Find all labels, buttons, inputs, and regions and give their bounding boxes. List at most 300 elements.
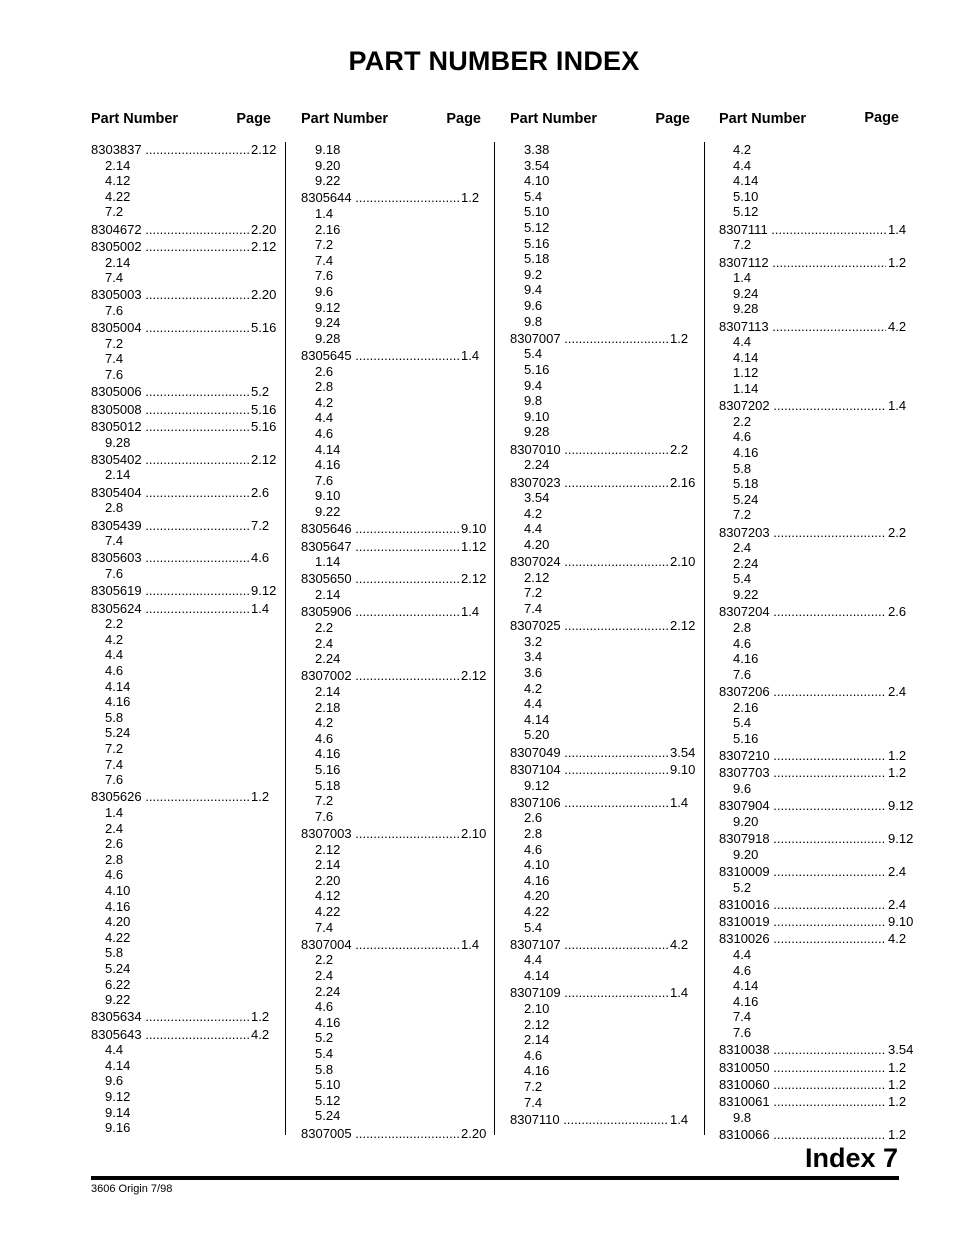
page-ref: 4.14 <box>733 173 759 189</box>
page-ref: 5.18 <box>733 476 759 492</box>
page-ref: 4.14 <box>315 441 341 457</box>
part-line <box>719 831 914 847</box>
page-ref: 5.10 <box>733 188 759 204</box>
part-line <box>91 601 281 617</box>
page-ref: 4.4 <box>524 521 543 537</box>
part-line <box>719 798 914 814</box>
part-number: 8307025 ..... <box>510 618 668 634</box>
page-ref: 7.4 <box>105 756 124 772</box>
page-ref: 9.10 <box>315 488 341 504</box>
page-ref: 5.10 <box>524 204 550 220</box>
part-number: 8307210 ..... <box>719 748 886 764</box>
page-ref: 2.12 <box>524 569 550 585</box>
page-ref: 2.10 <box>461 826 487 842</box>
index-entry <box>510 745 700 761</box>
index-entry <box>91 142 281 220</box>
page-ref: 4.16 <box>524 1063 550 1079</box>
page-ref: 4.4 <box>733 157 752 173</box>
page-ref: 1.2 <box>888 1059 907 1075</box>
part-number: 8305650 ..... <box>301 571 459 587</box>
page-ref: 4.6 <box>315 999 334 1015</box>
page-ref: 5.4 <box>733 571 752 587</box>
page-ref: 9.6 <box>524 297 543 313</box>
part-line <box>719 765 909 781</box>
part-number-header: Part Number <box>91 111 179 127</box>
part-line <box>91 583 281 599</box>
page-ref: 4.6 <box>105 867 124 883</box>
page-ref: 1.4 <box>888 221 907 237</box>
page-ref: 2.6 <box>315 363 334 379</box>
part-line <box>91 550 281 566</box>
footer-rule <box>91 1176 899 1180</box>
index-entry <box>719 1060 909 1076</box>
index-entry <box>719 864 909 895</box>
part-number: 8310026 ..... <box>719 931 886 947</box>
page-ref: 2.6 <box>251 484 270 500</box>
page-ref: 4.14 <box>524 968 550 984</box>
page-ref: 7.6 <box>105 772 124 788</box>
index-entry <box>719 748 909 764</box>
page-ref: 9.14 <box>105 1104 131 1120</box>
index-entry <box>301 604 491 666</box>
index-page-label: Index 7 <box>804 1143 898 1173</box>
page-ref: 9.12 <box>251 583 277 599</box>
page-ref: 4.6 <box>315 730 334 746</box>
part-line <box>719 864 909 880</box>
page-ref: 7.2 <box>251 517 270 533</box>
page-ref: 5.16 <box>733 730 759 746</box>
page-ref: 7.4 <box>105 270 124 286</box>
page-ref: 2.2 <box>733 413 752 429</box>
page-ref: 7.4 <box>733 1009 752 1025</box>
page-ref: 4.20 <box>524 888 550 904</box>
part-number: 8307111 ..... <box>719 222 886 238</box>
page-ref: 2.18 <box>315 699 341 715</box>
page-ref: 2.2 <box>888 524 907 540</box>
page-ref: 4.4 <box>105 1042 124 1058</box>
page-ref: 5.16 <box>251 418 277 434</box>
part-line <box>510 1112 700 1128</box>
part-line <box>91 222 281 238</box>
page-ref: 5.24 <box>315 1108 341 1124</box>
page-ref: 4.6 <box>733 429 752 445</box>
page-ref: 4.20 <box>105 914 131 930</box>
page-ref: 1.4 <box>461 936 480 952</box>
page-ref: 5.4 <box>524 188 543 204</box>
page-ref: 4.22 <box>105 929 131 945</box>
part-number: 8305402 ..... <box>91 452 249 468</box>
page-ref: 4.16 <box>733 651 759 667</box>
index-entries <box>719 142 914 1143</box>
page-ref: 7.4 <box>315 252 334 268</box>
page-ref: 4.6 <box>524 1047 543 1063</box>
page-ref: 5.4 <box>524 346 543 362</box>
part-line <box>301 826 491 842</box>
part-number: 8307104 ..... <box>510 762 668 778</box>
index-entry <box>719 255 909 317</box>
page-ref: 9.6 <box>105 1073 124 1089</box>
index-entry <box>719 398 909 523</box>
page-ref: 2.8 <box>105 851 124 867</box>
index-entry <box>301 1126 491 1142</box>
page-ref: 5.2 <box>733 879 752 895</box>
part-number: 8310009 ..... <box>719 864 886 880</box>
page-ref: 4.22 <box>105 188 131 204</box>
page-ref: 5.24 <box>733 491 759 507</box>
page-ref: 3.54 <box>670 744 696 760</box>
part-line <box>719 255 909 271</box>
index-entry <box>719 1094 909 1125</box>
part-line <box>91 287 281 303</box>
part-number: 8310066 ..... <box>719 1127 886 1143</box>
page-ref: 9.2 <box>524 266 543 282</box>
page-ref: 9.20 <box>315 157 341 173</box>
page-ref: 5.24 <box>105 960 131 976</box>
page-ref: 7.6 <box>733 666 752 682</box>
part-line <box>510 795 700 811</box>
part-line <box>510 331 700 347</box>
part-line <box>301 571 491 587</box>
index-entry <box>719 222 909 253</box>
page-ref: 1.2 <box>251 1009 270 1025</box>
index-entry <box>510 331 700 440</box>
page-ref: 9.12 <box>888 798 914 814</box>
index-entry <box>91 1009 281 1025</box>
part-number: 8307904 ..... <box>719 798 886 814</box>
page-ref: 5.16 <box>251 401 277 417</box>
part-number-header: Part Number <box>301 111 389 127</box>
index-column-4 <box>719 110 914 1144</box>
part-number: 8307110 ..... <box>510 1112 668 1128</box>
part-number: 8305006 ..... <box>91 384 249 400</box>
index-entry <box>301 348 491 520</box>
page-ref: 5.12 <box>524 219 550 235</box>
part-line <box>301 348 491 364</box>
index-entries <box>301 142 491 1141</box>
page-ref: 2.6 <box>888 604 907 620</box>
index-entry <box>301 190 491 346</box>
page-ref: 6.22 <box>105 976 131 992</box>
page-ref: 4.16 <box>315 457 341 473</box>
column-header <box>91 111 281 133</box>
index-entry <box>301 668 491 824</box>
part-line <box>301 521 491 537</box>
page-ref: 4.12 <box>315 888 341 904</box>
page-ref: 9.10 <box>524 408 550 424</box>
index-column-3 <box>510 111 700 1129</box>
footer-text: 3606 Origin 7/98 <box>91 1183 173 1195</box>
page-header: Page <box>446 111 481 127</box>
part-line <box>719 525 909 541</box>
index-entry <box>719 1077 909 1093</box>
part-number: 8305626 ..... <box>91 789 249 805</box>
page-ref: 9.8 <box>524 313 543 329</box>
index-entry <box>91 239 281 286</box>
part-number: 8307106 ..... <box>510 795 668 811</box>
page-ref: 1.2 <box>888 748 907 764</box>
index-entry <box>91 452 281 483</box>
page-ref: 2.12 <box>251 142 277 157</box>
part-number: 8305012 ..... <box>91 419 249 435</box>
page-ref: 2.4 <box>733 540 752 556</box>
index-entry <box>719 897 909 913</box>
part-number: 8310050 ..... <box>719 1060 886 1076</box>
index-entry <box>91 384 281 400</box>
page-ref: 1.2 <box>888 254 907 270</box>
page-ref: 9.24 <box>315 315 341 331</box>
page-ref: 2.12 <box>251 451 277 467</box>
page-ref: 5.16 <box>315 761 341 777</box>
page-ref: 4.6 <box>251 550 270 566</box>
page-ref: 4.4 <box>524 696 543 712</box>
page-ref: 4.2 <box>888 318 907 334</box>
index-entry <box>301 142 491 189</box>
column-header <box>301 111 491 133</box>
page-ref: 7.6 <box>315 472 334 488</box>
part-number: 8305003 ..... <box>91 287 249 303</box>
page-ref: 7.2 <box>105 740 124 756</box>
part-line <box>719 1127 909 1143</box>
page-ref: 1.4 <box>315 206 334 222</box>
page-ref: 4.10 <box>524 857 550 873</box>
index-entry <box>91 419 281 450</box>
part-number: 8305008 ..... <box>91 402 249 418</box>
part-number: 8305619 ..... <box>91 583 249 599</box>
page-ref: 2.4 <box>888 863 907 879</box>
page-ref: 5.4 <box>733 715 752 731</box>
part-number: 8305647 ..... <box>301 539 459 555</box>
page-title: PART NUMBER INDEX <box>348 46 640 76</box>
page-ref: 7.6 <box>105 566 124 581</box>
page-header: Page <box>864 110 899 126</box>
index-entry <box>510 1112 700 1128</box>
page-ref: 2.12 <box>315 841 341 857</box>
page-ref: 5.8 <box>733 460 752 476</box>
part-number: 8305644 ..... <box>301 190 459 206</box>
page-ref: 7.2 <box>315 793 334 809</box>
page-ref: 2.16 <box>733 699 759 715</box>
index-entry <box>301 571 491 602</box>
page-ref: 5.2 <box>251 384 270 400</box>
page-ref: 7.4 <box>105 351 124 367</box>
part-number: 8307703 ..... <box>719 765 886 781</box>
page-ref: 5.18 <box>315 777 341 793</box>
part-number: 8305603 ..... <box>91 550 249 566</box>
page-ref: 4.6 <box>524 841 543 857</box>
index-entry <box>719 319 909 397</box>
page-ref: 4.6 <box>105 662 124 678</box>
page-ref: 2.6 <box>524 810 543 826</box>
part-line <box>301 668 491 684</box>
index-entry <box>91 601 281 788</box>
part-line <box>510 475 700 491</box>
part-number: 8305624 ..... <box>91 601 249 617</box>
part-number: 8305643 ..... <box>91 1027 249 1043</box>
page-ref: 5.2 <box>315 1030 334 1046</box>
part-number: 8307107 ..... <box>510 937 668 953</box>
page-ref: 4.14 <box>524 711 550 727</box>
page-ref: 2.8 <box>524 826 543 842</box>
page-ref: 4.4 <box>733 947 752 962</box>
part-number: 8310061 ..... <box>719 1094 886 1110</box>
page-header: Page <box>236 111 271 127</box>
page-ref: 9.22 <box>733 587 759 603</box>
page-ref: 2.2 <box>670 441 689 457</box>
page-ref: 4.4 <box>733 334 752 350</box>
part-number: 8307049 ..... <box>510 745 668 761</box>
index-entry <box>301 937 491 1124</box>
part-number-header: Part Number <box>719 111 807 127</box>
page-ref: 2.24 <box>733 555 759 571</box>
part-number: 8307112 ..... <box>719 255 886 271</box>
index-entry <box>301 539 491 570</box>
page-ref: 4.6 <box>733 962 752 978</box>
page-ref: 4.2 <box>105 631 124 647</box>
page-ref: 2.12 <box>670 618 696 634</box>
page-ref: 3.54 <box>524 490 550 506</box>
index-entry <box>510 937 700 984</box>
page-ref: 3.38 <box>524 142 550 157</box>
page-ref: 2.16 <box>670 474 696 490</box>
part-line <box>719 1094 909 1110</box>
page-ref: 2.4 <box>888 684 907 699</box>
index-entry <box>91 583 281 599</box>
page-ref: 3.54 <box>888 1042 914 1058</box>
page-ref: 9.28 <box>105 434 131 450</box>
part-number: 8307010 ..... <box>510 442 668 458</box>
page-ref: 9.28 <box>524 424 550 440</box>
page-ref: 7.2 <box>524 585 543 601</box>
page-ref: 2.14 <box>105 157 131 173</box>
page-ref: 1.4 <box>461 604 480 620</box>
part-number: 8310019 ..... <box>719 914 886 930</box>
page-ref: 5.16 <box>251 320 277 336</box>
part-line <box>719 748 909 764</box>
part-line <box>301 1126 491 1142</box>
page-ref: 1.4 <box>105 804 124 820</box>
page-ref: 2.24 <box>315 983 341 999</box>
page-ref: 5.16 <box>524 362 550 377</box>
column-divider <box>704 142 705 1135</box>
part-line <box>719 1077 909 1093</box>
page-ref: 4.14 <box>105 1057 131 1073</box>
page-ref: 9.12 <box>315 299 341 315</box>
page-ref: 3.4 <box>524 649 543 665</box>
index-entry <box>510 554 700 616</box>
page-ref: 7.4 <box>524 600 543 616</box>
page-ref: 4.16 <box>733 445 759 461</box>
column-divider <box>494 142 495 1135</box>
page-ref: 4.16 <box>733 993 759 1009</box>
page-ref: 7.4 <box>315 919 334 935</box>
part-line <box>91 1027 281 1043</box>
index-entry <box>510 475 700 553</box>
page-ref: 9.28 <box>315 330 341 346</box>
part-number: 8307202 ..... <box>719 398 886 414</box>
page-ref: 1.2 <box>888 1126 907 1142</box>
index-entry <box>510 762 700 793</box>
part-line <box>91 402 281 418</box>
page-ref: 2.14 <box>105 254 131 270</box>
part-number: 8307023 ..... <box>510 475 668 491</box>
index-entries <box>91 142 281 1136</box>
page-ref: 4.14 <box>733 349 759 365</box>
page-ref: 7.2 <box>733 507 752 523</box>
page-ref: 5.4 <box>524 919 543 935</box>
page-ref: 2.20 <box>251 221 277 237</box>
index-entry <box>719 1127 909 1143</box>
page-ref: 7.6 <box>105 303 124 318</box>
index-entry <box>91 287 281 318</box>
index-entry <box>719 931 909 1040</box>
page-ref: 4.2 <box>524 680 543 696</box>
index-entry <box>301 826 491 935</box>
page-ref: 2.14 <box>315 587 341 603</box>
page-ref: 2.2 <box>315 619 334 635</box>
page-ref: 9.18 <box>315 142 341 157</box>
page-ref: 4.6 <box>733 635 752 651</box>
index-entry <box>719 525 909 603</box>
page-ref: 2.14 <box>315 857 341 873</box>
page-ref: 9.10 <box>888 914 914 930</box>
part-line <box>91 485 281 501</box>
page-ref: 7.6 <box>105 367 124 383</box>
page-ref: 2.12 <box>524 1016 550 1032</box>
page-ref: 2.20 <box>315 872 341 888</box>
page-ref: 4.20 <box>524 536 550 552</box>
page-ref: 4.2 <box>315 715 334 731</box>
part-number: 8307003 ..... <box>301 826 459 842</box>
page-ref: 3.6 <box>524 665 543 681</box>
page-ref: 9.8 <box>524 393 543 409</box>
part-line <box>91 320 281 336</box>
page-ref: 2.8 <box>733 619 752 635</box>
page-ref: 9.16 <box>105 1120 131 1136</box>
index-entry <box>91 1027 281 1136</box>
part-line <box>719 319 909 335</box>
part-number: 8307007 ..... <box>510 331 668 347</box>
page-ref: 9.20 <box>733 846 759 862</box>
page-ref: 2.14 <box>315 684 341 699</box>
page-ref: 4.14 <box>733 978 759 994</box>
page-ref: 5.12 <box>733 204 759 220</box>
part-number: 8307206 ..... <box>719 684 886 700</box>
page-ref: 1.2 <box>888 765 907 781</box>
page-ref: 7.4 <box>524 1094 543 1110</box>
part-number: 8305646 ..... <box>301 521 459 537</box>
page-ref: 2.4 <box>888 896 907 912</box>
page-ref: 2.2 <box>105 616 124 632</box>
part-line <box>91 384 281 400</box>
index-entry <box>510 795 700 935</box>
index-entry <box>91 485 281 516</box>
page-ref: 2.4 <box>315 635 334 651</box>
part-line <box>719 222 909 238</box>
part-number: 8307109 ..... <box>510 985 668 1001</box>
index-entries <box>510 142 700 1127</box>
part-line <box>91 789 281 805</box>
page-ref: 5.16 <box>524 235 550 251</box>
index-entry <box>91 402 281 418</box>
page-ref: 4.4 <box>105 647 124 663</box>
index-column-1 <box>91 111 281 1138</box>
index-entry <box>91 222 281 238</box>
part-number: 8307204 ..... <box>719 604 886 620</box>
part-line <box>91 419 281 435</box>
page-ref: 2.8 <box>105 500 124 516</box>
index-entry <box>719 798 914 829</box>
page-ref: 9.4 <box>524 377 543 393</box>
